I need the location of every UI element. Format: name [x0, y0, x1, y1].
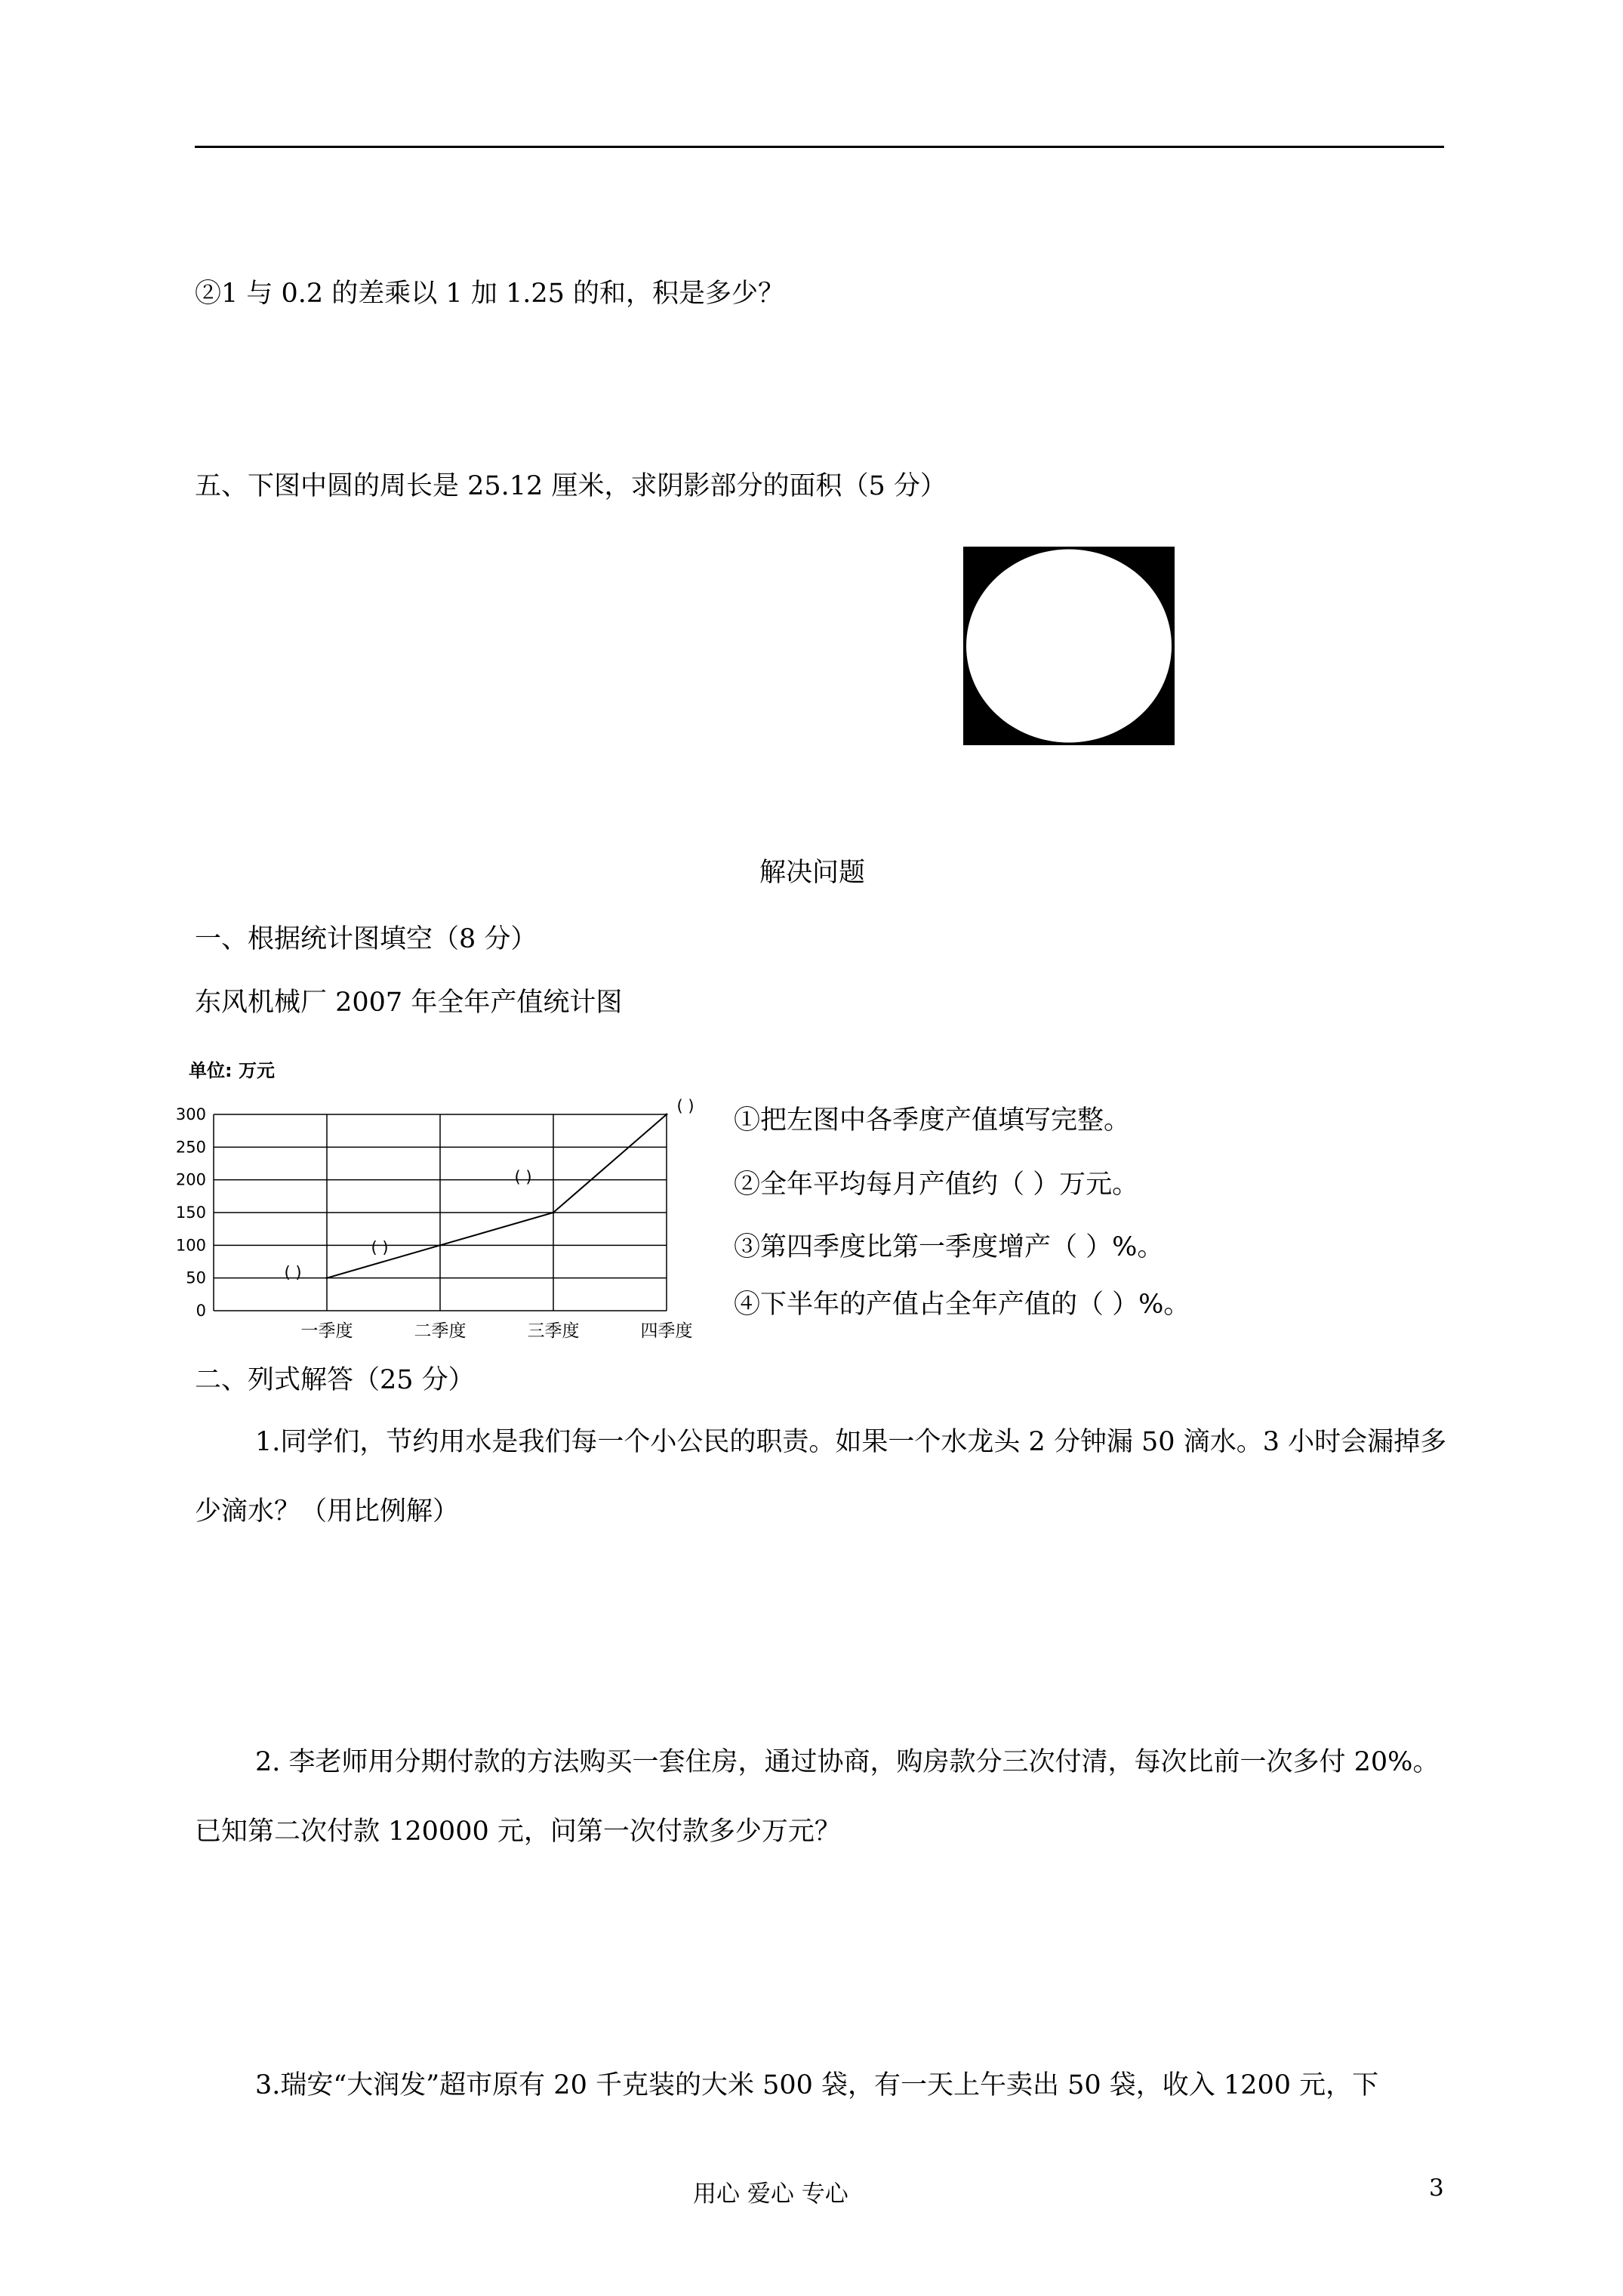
- header-rule: [195, 146, 1444, 148]
- y-tick-label: 100: [175, 1236, 206, 1255]
- y-tick-label: 250: [175, 1138, 206, 1157]
- problem-3: 3.瑞安“大润发”超市原有 20 千克装的大米 500 袋，有一天上午卖出 50 袋，收入 1200 元，下: [255, 2070, 1379, 2100]
- chart-question-3: ③第四季度比第一季度增产（ ）%。: [734, 1232, 1164, 1262]
- y-tick-label: 300: [175, 1105, 206, 1123]
- point-label-blank: ( ): [676, 1097, 694, 1115]
- point-label-blank: ( ): [514, 1168, 532, 1186]
- x-tick-label: 二季度: [414, 1321, 467, 1341]
- page-number: 3: [1429, 2174, 1444, 2202]
- y-tick-label: 0: [196, 1302, 206, 1320]
- footer-motto: 用心 爱心 专心: [693, 2180, 848, 2208]
- x-tick-label: 三季度: [527, 1321, 580, 1341]
- x-tick-label: 一季度: [300, 1321, 353, 1341]
- production-line-chart: [172, 1049, 723, 1344]
- data-point: [326, 1277, 328, 1279]
- part-2-title: 二、列式解答（25 分）: [195, 1365, 475, 1395]
- section-5-title: 五、下图中圆的周长是 25.12 厘米，求阴影部分的面积（5 分）: [195, 471, 947, 501]
- chart-question-2: ②全年平均每月产值约（ ）万元。: [734, 1170, 1139, 1200]
- y-tick-label: 50: [186, 1268, 206, 1287]
- chart-title: 东风机械厂 2007 年全年产值统计图: [195, 988, 623, 1018]
- problem-1: 1.同学们，节约用水是我们每一个小公民的职责。如果一个水龙头 2 分钟漏 50 滴水。3 小时会漏掉多少滴水？（用比例解）: [195, 1427, 1447, 1527]
- data-point: [553, 1212, 555, 1214]
- chart-question-1: ①把左图中各季度产值填写完整。: [734, 1105, 1131, 1136]
- chart-question-4: ④下半年的产值占全年产值的（ ）%。: [734, 1290, 1190, 1320]
- shaded-circle-figure: [963, 547, 1175, 745]
- y-tick-label: 150: [175, 1203, 206, 1222]
- data-point: [666, 1114, 668, 1116]
- point-label-blank: ( ): [371, 1238, 389, 1257]
- problem-2: 2. 李老师用分期付款的方法购买一套住房，通过协商，购房款分三次付清，每次比前一次多付 20%。已知第二次付款 120000 元，问第一次付款多少万元？: [195, 1747, 1440, 1847]
- part-1-title: 一、根据统计图填空（8 分）: [195, 924, 537, 954]
- x-tick-label: 四季度: [640, 1321, 693, 1341]
- question-sub-2: ②1 与 0.2 的差乘以 1 加 1.25 的和，积是多少？: [195, 279, 785, 309]
- chart-unit-label: 单位: 万元: [189, 1060, 275, 1081]
- solve-problems-title: 解决问题: [759, 858, 866, 888]
- circle-shape: [966, 550, 1172, 743]
- point-label-blank: ( ): [284, 1263, 302, 1282]
- data-point: [439, 1244, 442, 1247]
- y-tick-label: 200: [175, 1170, 206, 1189]
